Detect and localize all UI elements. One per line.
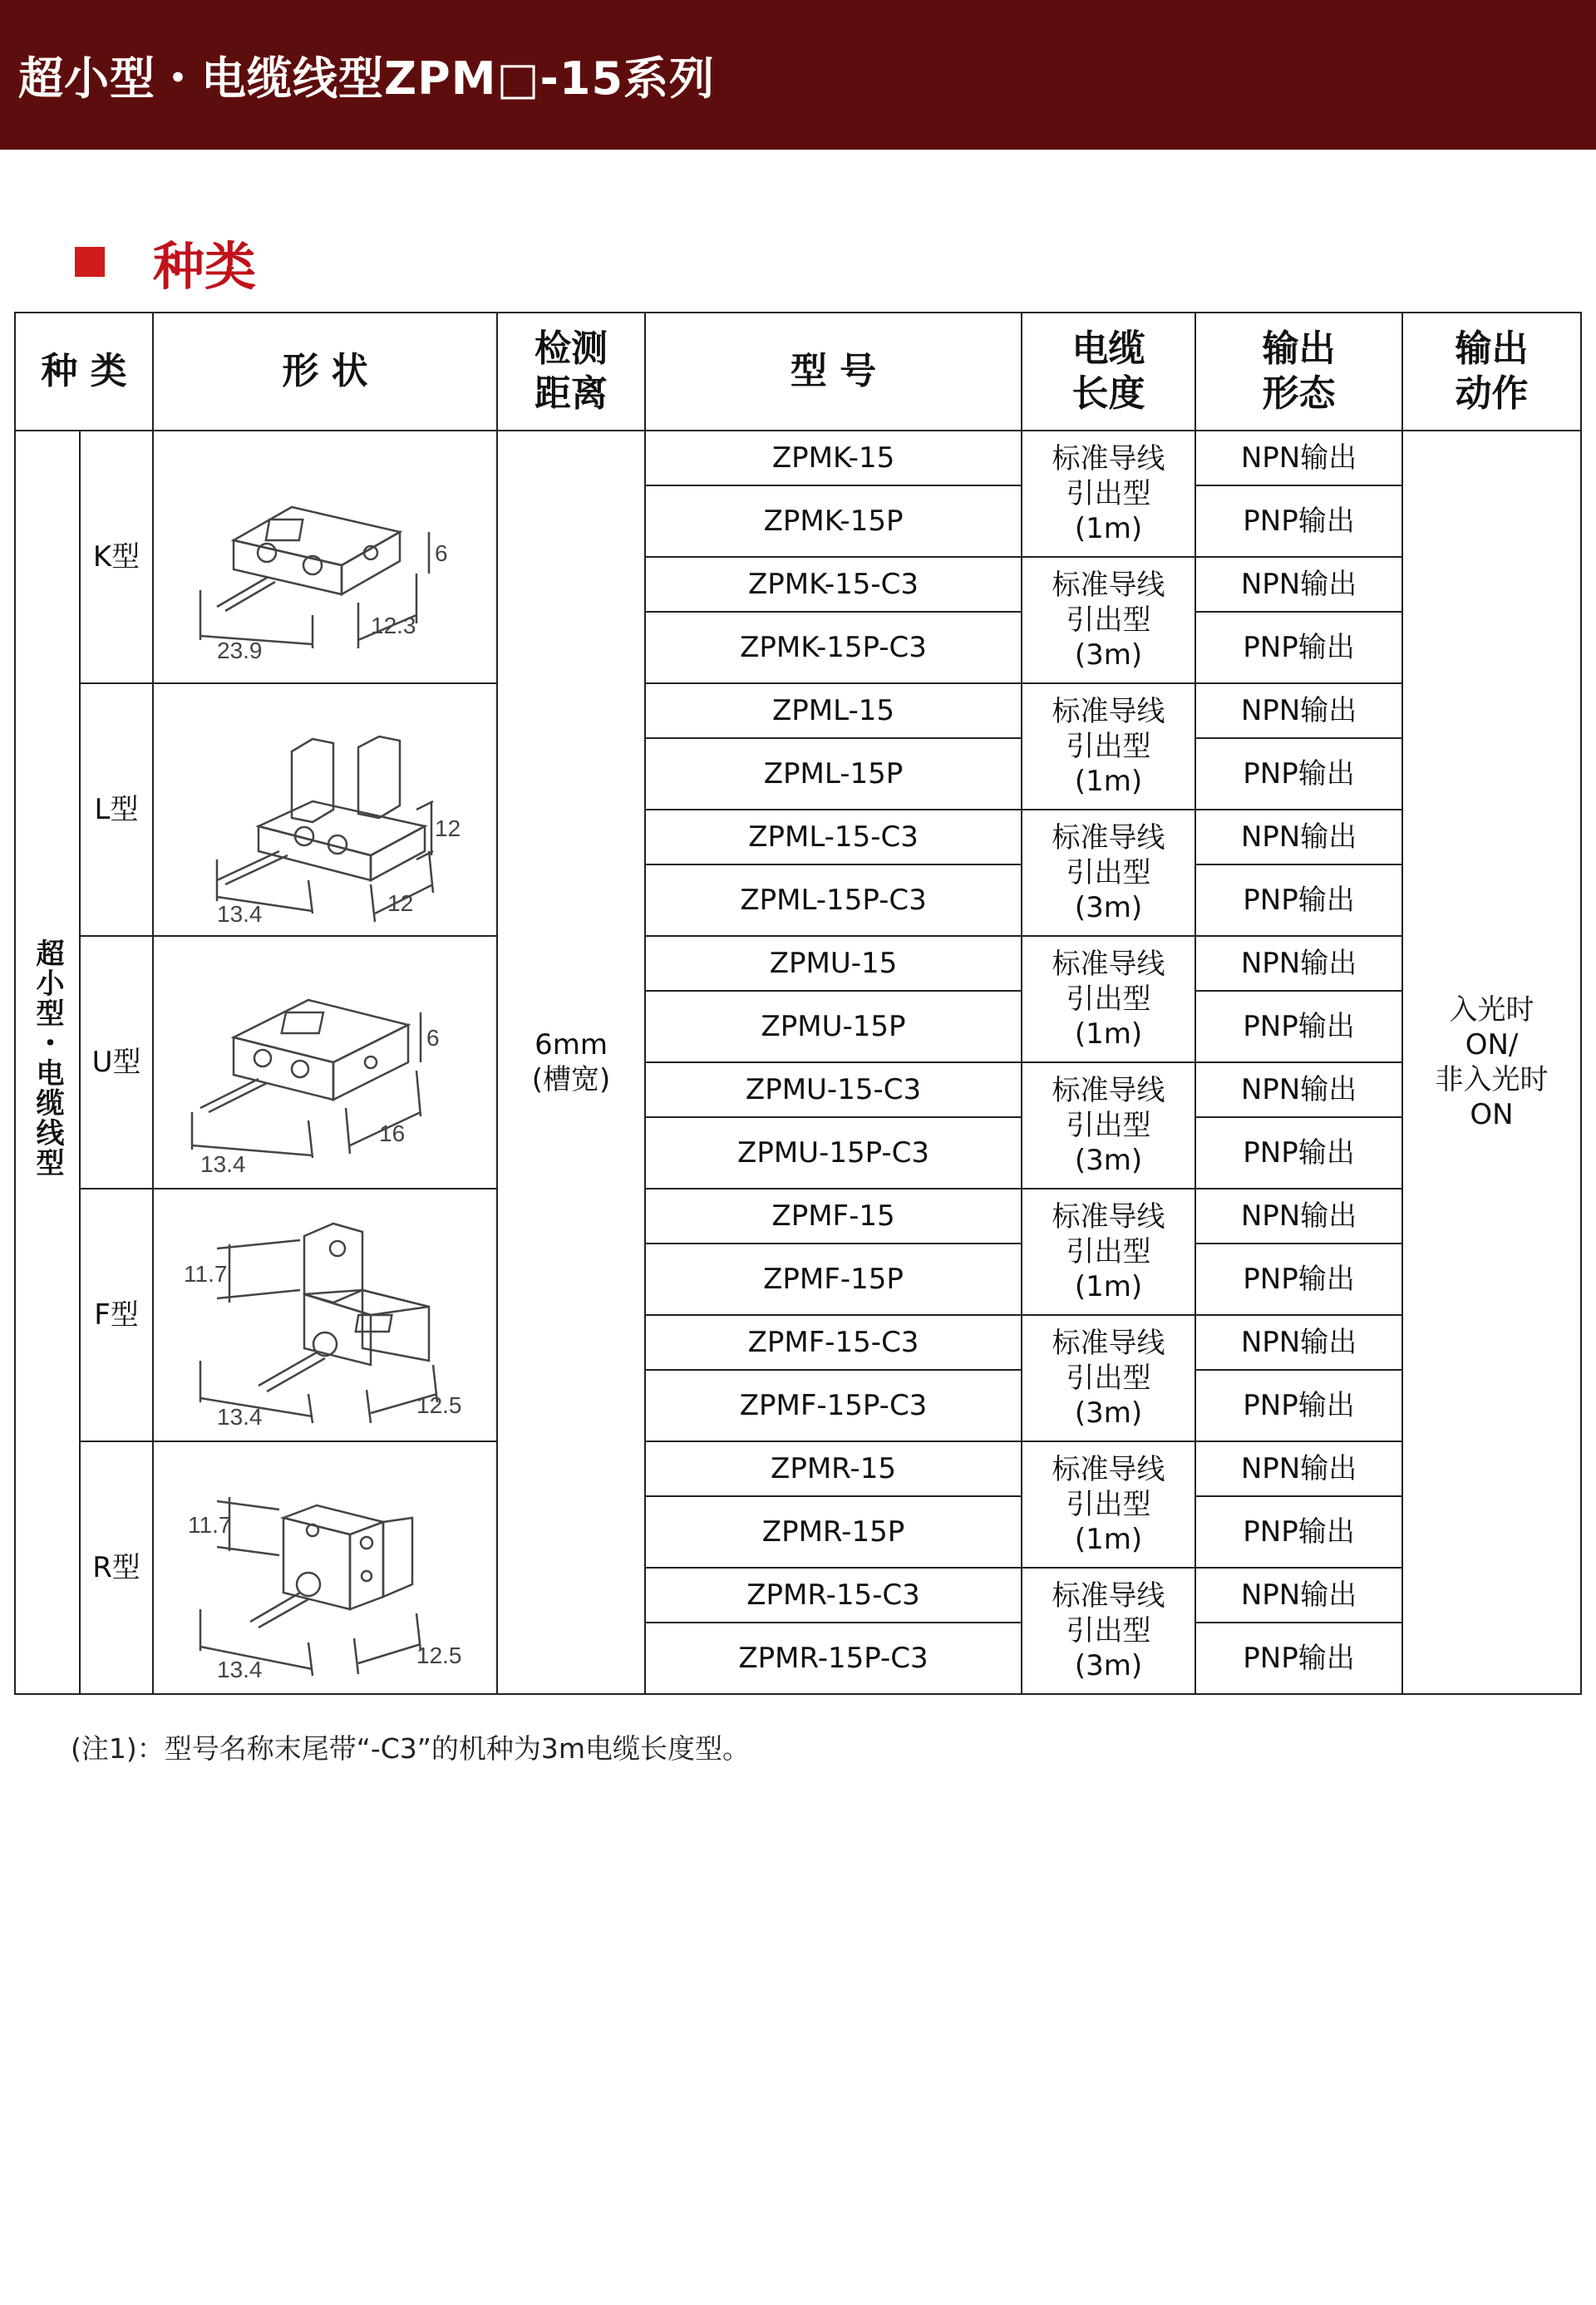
model-cell: ZPMF-15P [645,1244,1022,1315]
type-label-r: R型 [80,1441,153,1694]
model-cell: ZPML-15 [645,683,1022,738]
page-header [0,0,1596,150]
output-cell: NPN输出 [1195,1315,1402,1370]
output-cell: PNP输出 [1195,612,1402,683]
cable-cell: 标准导线 引出型 (1m) [1022,936,1195,1062]
model-cell: ZPMU-15-C3 [645,1062,1022,1117]
svg-text:13.4: 13.4 [217,1404,263,1430]
category-cell: 超小型・电缆线型 [15,431,80,1694]
header-distance: 检测 距离 [497,313,645,431]
distance-cell: 6mm (槽宽) [497,431,645,1694]
sensor-l-drawing [167,693,483,926]
output-cell: NPN输出 [1195,557,1402,612]
output-cell: PNP输出 [1195,864,1402,936]
shape-diagram-u [153,936,497,1189]
output-cell: NPN输出 [1195,1441,1402,1496]
output-cell: PNP输出 [1195,1117,1402,1189]
sensor-k-drawing [167,441,483,673]
model-cell: ZPMR-15 [645,1441,1022,1496]
cable-cell: 标准导线 引出型 (3m) [1022,1568,1195,1694]
section-square-icon [75,247,105,277]
type-label-l: L型 [80,683,153,936]
product-type-table [14,312,1582,1695]
page-title: 超小型・电缆线型ZPM□-15系列 [18,52,716,105]
shape-diagram-k [153,431,497,683]
output-cell: PNP输出 [1195,1370,1402,1441]
output-cell: PNP输出 [1195,485,1402,557]
model-cell: ZPMK-15P [645,485,1022,557]
svg-text:13.4: 13.4 [217,901,263,926]
svg-text:12.3: 12.3 [371,613,416,638]
model-cell: ZPMU-15P [645,991,1022,1062]
output-cell: NPN输出 [1195,1062,1402,1117]
type-label-f: F型 [80,1189,153,1441]
svg-text:13.4: 13.4 [200,1151,246,1177]
section-heading [75,224,256,299]
model-cell: ZPMR-15P-C3 [645,1623,1022,1694]
model-cell: ZPMF-15P-C3 [645,1370,1022,1441]
svg-text:12: 12 [435,815,461,841]
shape-diagram-f [153,1189,497,1441]
section-title: 种类 [153,235,257,297]
output-cell: PNP输出 [1195,1244,1402,1315]
output-cell: PNP输出 [1195,1623,1402,1694]
type-label-k: K型 [80,431,153,683]
output-cell: NPN输出 [1195,936,1402,991]
output-cell: NPN输出 [1195,431,1402,485]
sensor-r-drawing [167,1451,483,1684]
header-model: 型 号 [645,313,1022,431]
header-kind: 种 类 [15,313,153,431]
model-cell: ZPML-15P-C3 [645,864,1022,936]
header-output-action: 输出 动作 [1402,313,1581,431]
footnote: (注1)：型号名称末尾带“-C3”的机种为3m电缆长度型。 [71,1732,751,1765]
table-row [15,1441,1581,1496]
svg-text:12.5: 12.5 [416,1392,462,1418]
table-row [15,683,1581,738]
output-cell: NPN输出 [1195,1189,1402,1244]
svg-text:12.5: 12.5 [416,1643,462,1668]
cable-cell: 标准导线 引出型 (3m) [1022,1315,1195,1441]
svg-text:12: 12 [387,890,414,916]
svg-text:13.4: 13.4 [217,1657,263,1682]
svg-text:23.9: 23.9 [217,638,263,663]
type-label-u: U型 [80,936,153,1189]
model-cell: ZPMK-15-C3 [645,557,1022,612]
cable-cell: 标准导线 引出型 (3m) [1022,1062,1195,1189]
cable-cell: 标准导线 引出型 (3m) [1022,557,1195,683]
output-cell: PNP输出 [1195,991,1402,1062]
cable-cell: 标准导线 引出型 (1m) [1022,431,1195,557]
sensor-f-drawing [167,1199,483,1431]
model-cell: ZPMK-15P-C3 [645,612,1022,683]
output-cell: NPN输出 [1195,810,1402,864]
shape-diagram-l [153,683,497,936]
output-cell: PNP输出 [1195,1496,1402,1568]
sensor-u-drawing [167,946,483,1179]
model-cell: ZPMR-15P [645,1496,1022,1568]
header-cable-length: 电缆 长度 [1022,313,1195,431]
svg-text:11.7: 11.7 [188,1512,232,1538]
table-row [15,1189,1581,1244]
cable-cell: 标准导线 引出型 (3m) [1022,810,1195,936]
shape-diagram-r [153,1441,497,1694]
cable-cell: 标准导线 引出型 (1m) [1022,683,1195,810]
svg-text:16: 16 [379,1120,406,1146]
model-cell: ZPMU-15P-C3 [645,1117,1022,1189]
model-cell: ZPMR-15-C3 [645,1568,1022,1623]
model-cell: ZPML-15P [645,738,1022,810]
svg-text:11.7: 11.7 [184,1261,228,1287]
table-header-row [15,313,1581,431]
header-output-form: 输出 形态 [1195,313,1402,431]
model-cell: ZPMU-15 [645,936,1022,991]
svg-text:6: 6 [435,540,448,566]
output-cell: PNP输出 [1195,738,1402,810]
model-cell: ZPMF-15-C3 [645,1315,1022,1370]
model-cell: ZPMK-15 [645,431,1022,485]
table-row [15,936,1581,991]
model-cell: ZPML-15-C3 [645,810,1022,864]
cable-cell: 标准导线 引出型 (1m) [1022,1441,1195,1568]
output-cell: NPN输出 [1195,683,1402,738]
output-cell: NPN输出 [1195,1568,1402,1623]
svg-text:6: 6 [426,1025,440,1051]
model-cell: ZPMF-15 [645,1189,1022,1244]
header-shape: 形 状 [153,313,497,431]
cable-cell: 标准导线 引出型 (1m) [1022,1189,1195,1315]
action-cell: 入光时 ON/ 非入光时 ON [1402,431,1581,1694]
table-row [15,431,1581,485]
